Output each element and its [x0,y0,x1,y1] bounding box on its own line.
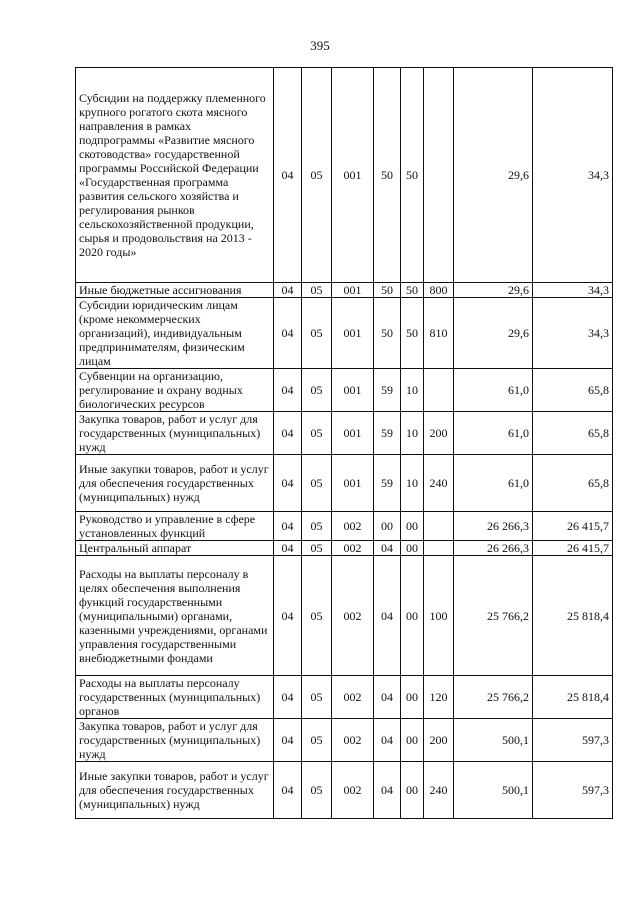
target-article-code: 002 [332,556,374,676]
expense-type-code: 200 [424,719,454,762]
section-code: 04 [274,676,302,719]
target-item-code: 00 [401,556,424,676]
table-row [76,369,613,412]
expense-type-code: 240 [424,762,454,819]
target-program-code: 04 [374,556,401,676]
subsection-code: 05 [302,512,332,541]
amount-year-2: 26 415,7 [533,541,613,556]
amount-year-2: 25 818,4 [533,676,613,719]
target-item-code: 10 [401,412,424,455]
section-code: 04 [274,298,302,369]
amount-year-1: 61,0 [454,369,533,412]
table-row [76,719,613,762]
subsection-code: 05 [302,676,332,719]
row-name: Иные бюджетные ассигнования [76,283,274,298]
target-item-code: 50 [401,283,424,298]
amount-year-2: 65,8 [533,455,613,512]
section-code: 04 [274,455,302,512]
target-article-code: 001 [332,412,374,455]
expense-type-code: 800 [424,283,454,298]
amount-year-2: 34,3 [533,298,613,369]
subsection-code: 05 [302,412,332,455]
target-article-code: 001 [332,68,374,283]
target-article-code: 001 [332,369,374,412]
expense-type-code: 200 [424,412,454,455]
section-code: 04 [274,283,302,298]
target-program-code: 59 [374,412,401,455]
amount-year-1: 29,6 [454,283,533,298]
row-name: Руководство и управление в сфере установленных функций [76,512,274,541]
subsection-code: 05 [302,455,332,512]
target-item-code: 00 [401,676,424,719]
table-row [76,541,613,556]
amount-year-2: 26 415,7 [533,512,613,541]
target-program-code: 50 [374,283,401,298]
row-name: Расходы на выплаты персоналу в целях обеспечения выполнения функций государственными (муниципальными) органами, казенными учреждениями, органами управления государственными внебюджетными фондами [76,556,274,676]
section-code: 04 [274,719,302,762]
row-name: Субсидии юридическим лицам (кроме некоммерческих организаций), индивидуальным предпринимателям, физическим лицам [76,298,274,369]
target-article-code: 001 [332,283,374,298]
row-name: Субсидии на поддержку племенного крупного рогатого скота мясного направления в рамках подпрограммы «Развитие мясного скотоводства» государственной программы Российской Федерации «Государственная программа развития сельского хозяйства и регулирования рынков сельскохозяйственной продукции, сырья и продовольствия на 2013 - 2020 годы» [76,68,274,283]
amount-year-1: 26 266,3 [454,541,533,556]
section-code: 04 [274,412,302,455]
target-item-code: 00 [401,762,424,819]
table-row [76,762,613,819]
table-row [76,512,613,541]
target-article-code: 002 [332,512,374,541]
row-name: Субвенции на организацию, регулирование и охрану водных биологических ресурсов [76,369,274,412]
target-article-code: 002 [332,676,374,719]
target-program-code: 59 [374,369,401,412]
row-name: Закупка товаров, работ и услуг для государственных (муниципальных) нужд [76,412,274,455]
target-program-code: 04 [374,541,401,556]
section-code: 04 [274,369,302,412]
row-name: Закупка товаров, работ и услуг для государственных (муниципальных) нужд [76,719,274,762]
row-name: Иные закупки товаров, работ и услуг для обеспечения государственных (муниципальных) нужд [76,455,274,512]
target-program-code: 50 [374,298,401,369]
target-program-code: 59 [374,455,401,512]
amount-year-1: 29,6 [454,68,533,283]
target-item-code: 50 [401,298,424,369]
row-name: Центральный аппарат [76,541,274,556]
target-program-code: 00 [374,512,401,541]
target-program-code: 04 [374,676,401,719]
amount-year-1: 29,6 [454,298,533,369]
target-article-code: 001 [332,455,374,512]
row-name: Расходы на выплаты персоналу государственных (муниципальных) органов [76,676,274,719]
target-program-code: 50 [374,68,401,283]
budget-table [75,67,613,819]
table-row [76,68,613,283]
amount-year-2: 25 818,4 [533,556,613,676]
page-number: 395 [310,38,330,53]
subsection-code: 05 [302,283,332,298]
amount-year-2: 65,8 [533,412,613,455]
target-item-code: 50 [401,68,424,283]
amount-year-1: 25 766,2 [454,676,533,719]
table-row [76,412,613,455]
target-article-code: 002 [332,762,374,819]
expense-type-code: 120 [424,676,454,719]
expense-type-code: 810 [424,298,454,369]
expense-type-code [424,541,454,556]
target-program-code: 04 [374,719,401,762]
target-article-code: 001 [332,298,374,369]
subsection-code: 05 [302,556,332,676]
expense-type-code: 240 [424,455,454,512]
target-article-code: 002 [332,719,374,762]
section-code: 04 [274,556,302,676]
subsection-code: 05 [302,68,332,283]
section-code: 04 [274,512,302,541]
amount-year-1: 500,1 [454,762,533,819]
row-name: Иные закупки товаров, работ и услуг для обеспечения государственных (муниципальных) нужд [76,762,274,819]
section-code: 04 [274,68,302,283]
amount-year-2: 34,3 [533,68,613,283]
table-row [76,676,613,719]
amount-year-1: 61,0 [454,412,533,455]
amount-year-2: 597,3 [533,762,613,819]
amount-year-2: 597,3 [533,719,613,762]
target-item-code: 00 [401,541,424,556]
expense-type-code: 100 [424,556,454,676]
subsection-code: 05 [302,369,332,412]
amount-year-1: 26 266,3 [454,512,533,541]
target-item-code: 10 [401,369,424,412]
amount-year-1: 25 766,2 [454,556,533,676]
table-row [76,556,613,676]
target-program-code: 04 [374,762,401,819]
expense-type-code [424,369,454,412]
subsection-code: 05 [302,298,332,369]
amount-year-2: 34,3 [533,283,613,298]
amount-year-2: 65,8 [533,369,613,412]
section-code: 04 [274,762,302,819]
target-item-code: 00 [401,512,424,541]
table-row [76,298,613,369]
expense-type-code [424,68,454,283]
subsection-code: 05 [302,762,332,819]
table-row [76,283,613,298]
subsection-code: 05 [302,719,332,762]
amount-year-1: 500,1 [454,719,533,762]
target-item-code: 10 [401,455,424,512]
subsection-code: 05 [302,541,332,556]
table-row [76,455,613,512]
target-item-code: 00 [401,719,424,762]
amount-year-1: 61,0 [454,455,533,512]
expense-type-code [424,512,454,541]
section-code: 04 [274,541,302,556]
target-article-code: 002 [332,541,374,556]
